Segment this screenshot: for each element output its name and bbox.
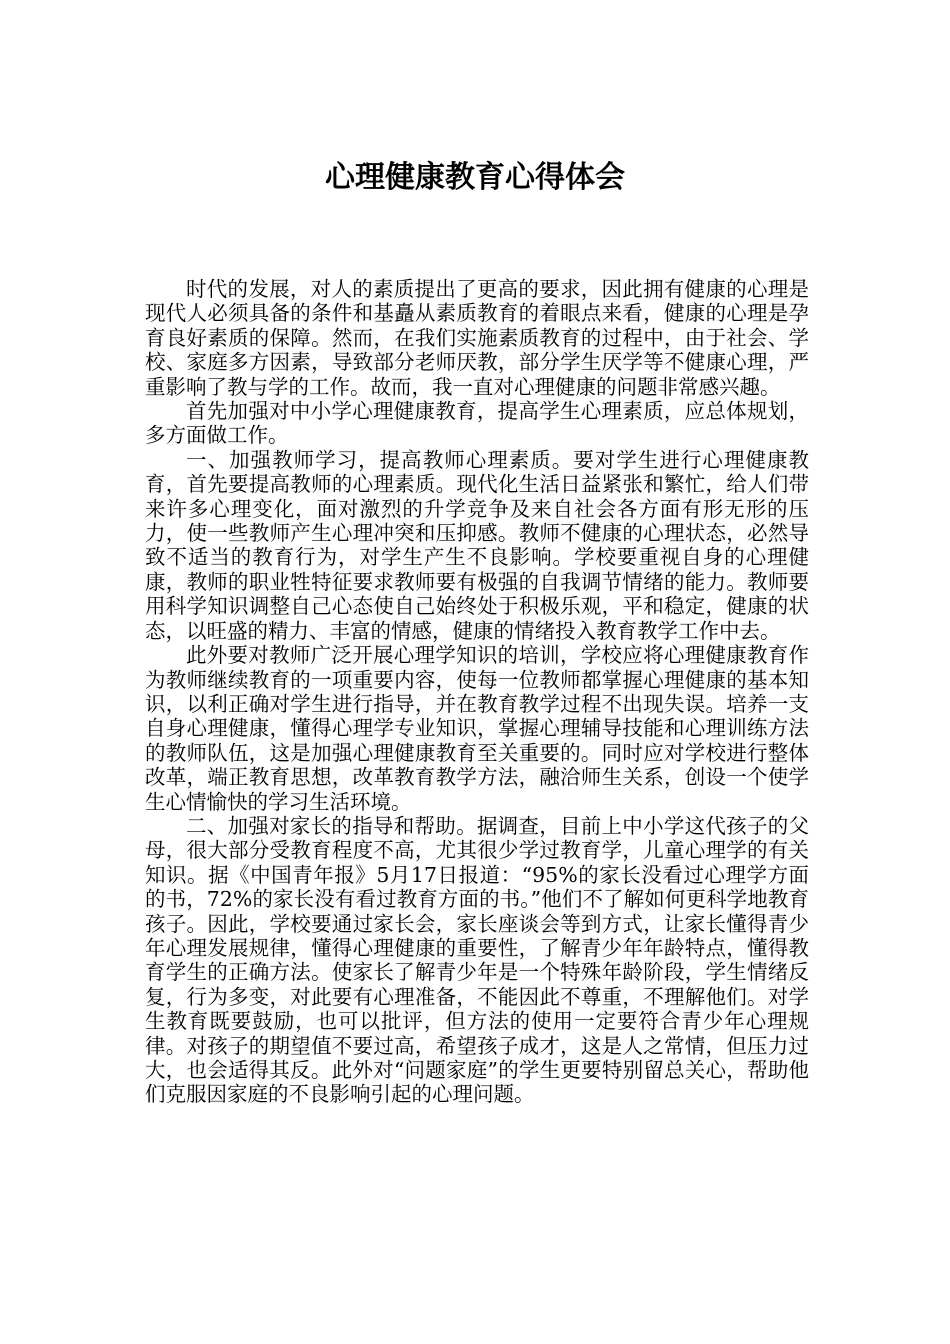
- paragraph-overview: 首先加强对中小学心理健康教育，提高学生心理素质，应总体规划，多方面做工作。: [145, 399, 809, 448]
- document-title: 心理健康教育心得体会: [325, 160, 625, 195]
- paragraph-teacher-training: 此外要对教师广泛开展心理学知识的培训，学校应将心理健康教育作为教师继续教育的一项重要内容，使每一位教师都掌握心理健康的基本知识，以利正确对学生进行指导，并在教育教学过程不出现失误。培养一支自身心理健康，懂得心理学专业知识，掌握心理辅导技能和心理训练方法的教师队伍，这是加强心理健康教育至关重要的。同时应对学校进行整体改革，端正教育思想，改革教育教学方法，融洽师生关系，创设一个使学生心情愉快的学习生活环境。: [145, 643, 809, 814]
- paragraph-teacher-study: 一、加强教师学习，提高教师心理素质。要对学生进行心理健康教育，首先要提高教师的心理素质。现代化生活日益紧张和繁忙，给人们带来许多心理变化，面对激烈的升学竞争及来自社会各方面有形无形的压力，使一些教师产生心理冲突和压抑感。教师不健康的心理状态，必然导致不适当的教育行为，对学生产生不良影响。学校要重视自身的心理健康，教师的职业牲特征要求教师要有极强的自我调节情绪的能力。教师要用科学知识调整自己心态使自己始终处于积极乐观，平和稳定，健康的状态，以旺盛的精力、丰富的情感，健康的情绪投入教育教学工作中去。: [145, 447, 809, 643]
- paragraph-intro: 时代的发展，对人的素质提出了更高的要求，因此拥有健康的心理是现代人必须具备的条件和基矗从素质教育的着眼点来看，健康的心理是孕育良好素质的保障。然而，在我们实施素质教育的过程中，由于社会、学校、家庭多方因素，导致部分老师厌教，部分学生厌学等不健康心理，严重影响了教与学的工作。故而，我一直对心理健康的问题非常感兴趣。: [145, 277, 809, 399]
- paragraph-parent-guidance: 二、加强对家长的指导和帮助。据调查，目前上中小学这代孩子的父母，很大部分受教育程度不高，尤其很少学过教育学，儿童心理学的有关知识。据《中国青年报》5月17日报道：“95%的家长没看过心理学方面的书，72%的家长没有看过教育方面的书。”他们不了解如何更科学地教育孩子。因此，学校要通过家长会，家长座谈会等到方式，让家长懂得青少年心理发展规律，懂得心理健康的重要性，了解青少年年龄特点，懂得教育学生的正确方法。使家长了解青少年是一个特殊年龄阶段，学生情绪反复，行为多变，对此要有心理准备，不能因此不尊重，不理解他们。对学生教育既要鼓励，也可以批评，但方法的使用一定要符合青少年心理规律。对孩子的期望值不要过高，希望孩子成才，这是人之常情，但压力过大，也会适得其反。此外对“问题家庭”的学生更要特别留总关心，帮助他们克服因家庭的不良影响引起的心理问题。: [145, 813, 809, 1107]
- document-body: [145, 277, 809, 1107]
